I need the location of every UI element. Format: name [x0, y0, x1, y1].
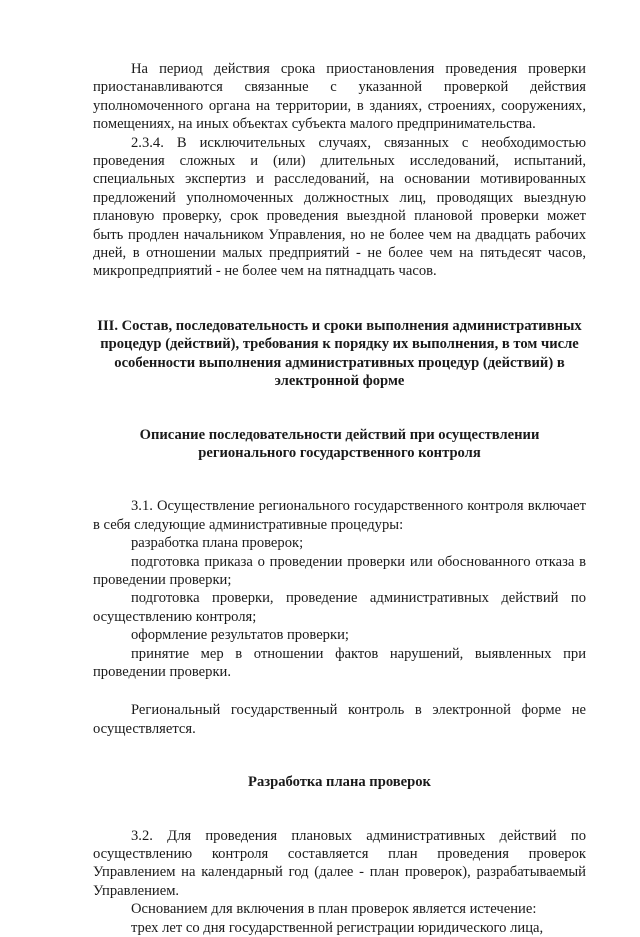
paragraph-three-years: трех лет со дня государственной регистрации юридического лица, — [131, 919, 544, 936]
spacer — [93, 281, 586, 317]
paragraph-3-2: 3.2. Для проведения плановых административных действий по осуществлению контроля составляется план проведения проверок Управлением на календарный год (далее - план проверок), разрабатываемый Управлением. — [93, 827, 586, 899]
spacer — [93, 391, 586, 426]
spacer — [93, 738, 586, 773]
paragraph-3-1: 3.1. Осуществление регионального государственного контроля включает в себя следующие административные процедуры: — [93, 498, 586, 533]
list-item: разработка плана проверок; — [131, 535, 304, 552]
list-item: подготовка проверки, проведение административных действий по осуществлению контроля; — [93, 590, 586, 625]
list-item: подготовка приказа о проведении проверки или обоснованного отказа в проведении проверки; — [93, 553, 586, 588]
list-item: оформление результатов проверки; — [131, 627, 349, 644]
paragraph-electronic-form-note: Региональный государственный контроль в электронной форме не осуществляется. — [93, 702, 586, 737]
spacer — [93, 681, 586, 701]
list-item: принятие мер в отношении фактов нарушений, выявленных при проведении проверки. — [93, 645, 586, 680]
paragraph-suspension-effect: На период действия срока приостановления проведения проверки приостанавливаются связанные с указанной проверкой действия уполномоченного органа на территории, в зданиях, строениях, сооружениях, помещениях, на иных объектах субъекта малого предпринимательства. — [93, 61, 586, 133]
subheading-plan-development: Разработка плана проверок — [248, 774, 431, 791]
paragraph-2-3-4: 2.3.4. В исключительных случаях, связанных с необходимостью проведения сложных и (или) длительных исследований, испытаний, специальных экспертиз и расследований, на основании мотивированных предложений уполномоченных должностных лиц, проводящих выездную плановую проверку, срок проведения выездной плановой проверки может быть продлен начальником Управления, но не более чем на двадцать рабочих дней, в отношении малых предприятий - не более чем на пятьдесят часов, микропредприятий - не более чем на пятнадцать часов. — [93, 134, 586, 280]
procedures-list — [93, 497, 586, 681]
spacer — [93, 462, 586, 497]
paragraph-basis: Основанием для включения в план проверок является истечение: — [131, 901, 537, 918]
section-heading-iii: III. Состав, последовательность и сроки выполнения административных процедур (действий), требования к порядку их выполнения, в том числе особенности выполнения административных процедур (действий) в электронной форме — [97, 317, 582, 390]
subheading-sequence-description: Описание последовательности действий при осуществлении регионального государственного контроля — [139, 426, 540, 461]
document-body — [93, 60, 586, 937]
spacer — [93, 792, 586, 827]
